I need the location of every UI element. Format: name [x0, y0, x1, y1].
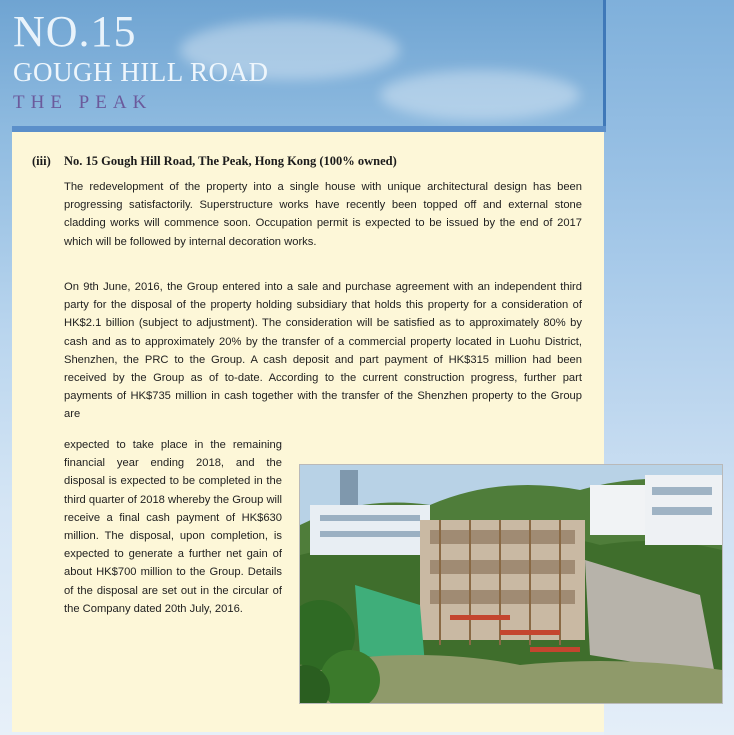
vertical-divider	[603, 0, 606, 128]
paragraph-redevelopment: The redevelopment of the property into a single house with unique architectural design has been progressing satisfactorily. Superstructure works have recently been topped off and external stone cladding works will commence soon. Occupation permit is expected to be issued by the end of 2017 which will be followed by internal decoration works.	[64, 181, 582, 248]
hero-subtitle: GOUGH HILL ROAD	[13, 57, 269, 87]
section-title: No. 15 Gough Hill Road, The Peak, Hong Kong (100% owned)	[64, 154, 397, 168]
hero-area: THE PEAK	[13, 92, 153, 113]
paragraph-disposal-continued: expected to take place in the remaining financial year ending 2018, and the disposal is expected to be completed in the third quarter of 2018 whereby the Group will receive a final cash payment of HK$630 million. The disposal, upon completion, is expected to generate a further net gain of about HK$700 million to the Group. Details of the disposal are set out in the circular of the Company dated 20th July, 2016.	[64, 439, 282, 615]
section-heading	[32, 154, 592, 169]
section-number: (iii)	[32, 154, 51, 168]
construction-photo	[299, 464, 723, 704]
hero-title: NO.15	[13, 7, 137, 56]
paragraph-disposal: On 9th June, 2016, the Group entered into a sale and purchase agreement with an independent third party for the disposal of the property holding subsidiary that holds this property for a consideration of HK$2.1 billion (subject to adjustment). The consideration will be satisfied as to approximately 80% by cash and as to approximately 20% by the transfer of a commercial property located in Luohu District, Shenzhen, the PRC to the Group. A cash deposit and part payment of HK$315 million had been received by the Group as of to-date. According to the current construction progress, further part payments of HK$735 million in cash together with the transfer of the Shenzhen property to the Group are	[64, 281, 582, 421]
